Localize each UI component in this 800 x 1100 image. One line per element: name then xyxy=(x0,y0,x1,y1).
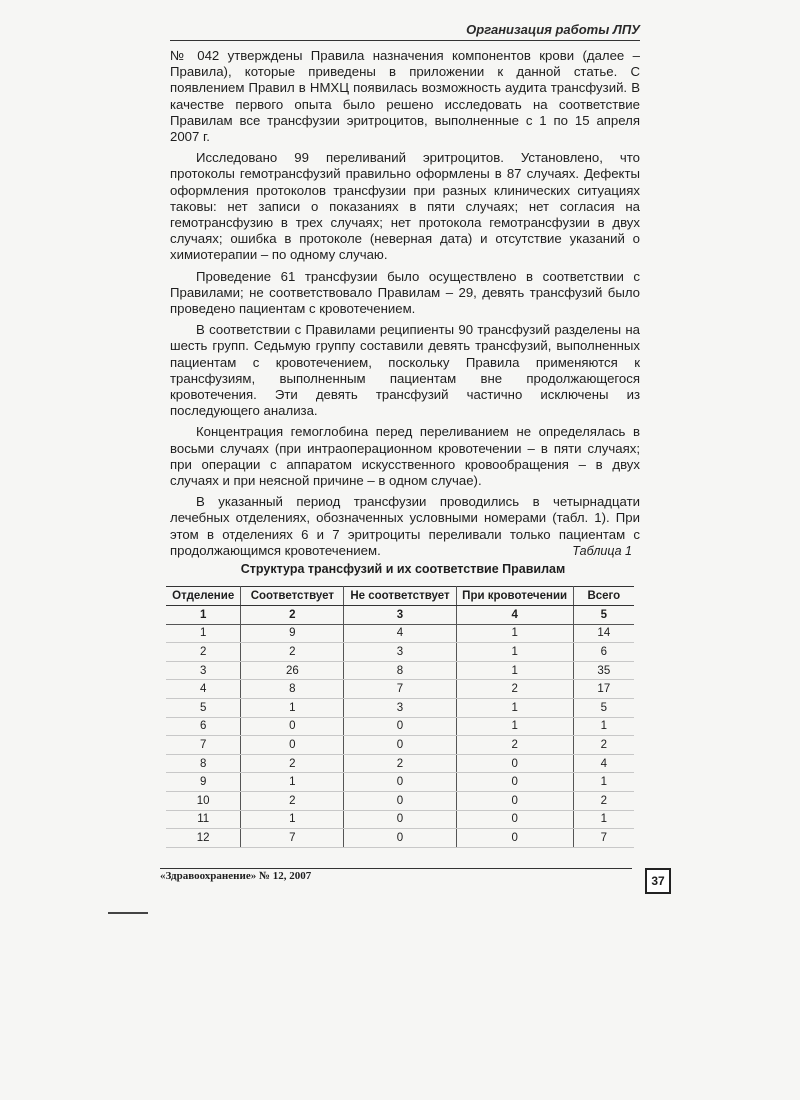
table-cell: 3 xyxy=(344,643,456,662)
table-cell: 5 xyxy=(166,698,241,717)
column-number: 5 xyxy=(573,606,634,625)
table-cell: 1 xyxy=(241,810,344,829)
table-row xyxy=(166,680,634,699)
table-cell: 8 xyxy=(344,661,456,680)
paragraph: В соответствии с Правилами реципиенты 90 трансфузий разделены на шесть групп. Седьмую группу составили девять трансфузий, выполненных пациентам с кровотечением, поскольку Правила применяются к трансфузиям, выполненным пациентам вне продолжающегося кровотечения. Эти девять трансфузий частично исключены из последующего анализа. xyxy=(170,322,640,419)
paragraph: № 042 утверждены Правила назначения компонентов крови (далее – Правила), которые приведены в приложении к данной статье. С появлением Правил в НМХЦ появилась возможность аудита трансфузий. В качестве первого опыта было решено исследовать на соответствие Правилам все трансфузии эритроцитов, выполненные с 1 по 15 апреля 2007 г. xyxy=(170,48,640,145)
table-cell: 1 xyxy=(241,773,344,792)
table-cell: 0 xyxy=(456,754,573,773)
table-cell: 9 xyxy=(166,773,241,792)
column-header: Соответствует xyxy=(241,587,344,606)
table-cell: 0 xyxy=(344,829,456,848)
column-number: 1 xyxy=(166,606,241,625)
section-title: Организация работы ЛПУ xyxy=(466,22,640,37)
table-cell: 0 xyxy=(456,829,573,848)
table-row xyxy=(166,810,634,829)
table-cell: 1 xyxy=(456,717,573,736)
table-cell: 0 xyxy=(344,810,456,829)
table-cell: 3 xyxy=(166,661,241,680)
column-number-row xyxy=(166,606,634,625)
table-cell: 4 xyxy=(344,624,456,643)
table-number-label: Таблица 1 xyxy=(572,544,632,558)
table-cell: 0 xyxy=(344,717,456,736)
header-divider xyxy=(170,40,640,41)
article-body xyxy=(170,48,640,564)
table-cell: 0 xyxy=(344,791,456,810)
table-row xyxy=(166,754,634,773)
table-cell: 0 xyxy=(241,717,344,736)
table-cell: 2 xyxy=(241,791,344,810)
table-row xyxy=(166,829,634,848)
column-number: 3 xyxy=(344,606,456,625)
scan-edge-mark xyxy=(108,912,148,914)
table-cell: 1 xyxy=(166,624,241,643)
table-cell: 1 xyxy=(456,624,573,643)
column-header: Всего xyxy=(573,587,634,606)
table-cell: 7 xyxy=(344,680,456,699)
table-cell: 10 xyxy=(166,791,241,810)
table-cell: 3 xyxy=(344,698,456,717)
table-row xyxy=(166,736,634,755)
table-cell: 2 xyxy=(573,791,634,810)
table-cell: 17 xyxy=(573,680,634,699)
table-cell: 7 xyxy=(241,829,344,848)
table-cell: 1 xyxy=(456,698,573,717)
table-row xyxy=(166,624,634,643)
table-cell: 4 xyxy=(573,754,634,773)
paragraph: В указанный период трансфузии проводились в четырнадцати лечебных отделениях, обозначенных условными номерами (табл. 1). При этом в отделениях 6 и 7 эритроциты переливали только пациентам с продолжающимся кровотечением. xyxy=(170,494,640,558)
journal-citation: «Здравоохранение» № 12, 2007 xyxy=(160,870,312,882)
table-cell: 0 xyxy=(456,810,573,829)
page-number: 37 xyxy=(645,868,671,894)
column-header: Отделение xyxy=(166,587,241,606)
table-cell: 4 xyxy=(166,680,241,699)
table-cell: 35 xyxy=(573,661,634,680)
table-cell: 7 xyxy=(166,736,241,755)
table-cell: 2 xyxy=(344,754,456,773)
table-cell: 1 xyxy=(573,810,634,829)
table-row xyxy=(166,698,634,717)
table-cell: 0 xyxy=(344,736,456,755)
table-cell: 9 xyxy=(241,624,344,643)
table-cell: 26 xyxy=(241,661,344,680)
table-title: Структура трансфузий и их соответствие Правилам xyxy=(240,562,566,576)
table-cell: 2 xyxy=(166,643,241,662)
column-header: Не соответствует xyxy=(344,587,456,606)
paragraph: Концентрация гемоглобина перед переливанием не определялась в восьми случаях (при интраоперационном кровотечении – в пяти случаях; при операции с аппаратом искусственного кровообращения – в двух случаях и при неясной причине – в одном случае). xyxy=(170,424,640,489)
table-cell: 2 xyxy=(241,754,344,773)
table-cell: 6 xyxy=(573,643,634,662)
table-row xyxy=(166,791,634,810)
table-cell: 0 xyxy=(456,773,573,792)
table-cell: 2 xyxy=(241,643,344,662)
table-row xyxy=(166,773,634,792)
table-cell: 1 xyxy=(456,661,573,680)
table-cell: 0 xyxy=(344,773,456,792)
column-number: 2 xyxy=(241,606,344,625)
table-row xyxy=(166,661,634,680)
paragraph: Исследовано 99 переливаний эритроцитов. Установлено, что протоколы гемотрансфузий правильно оформлены в 87 случаях. Дефекты оформления протоколов трансфузии при разных клинических ситуациях таковы: нет записи о показаниях в пяти случаях; нет согласия на гемотрансфузию в трех случаях; нет протокола гемотрансфузии в двух случаях; ошибка в протоколе (неверная дата) и отсутствие указаний о химиотерапии – по одному случаю. xyxy=(170,150,640,263)
table-cell: 2 xyxy=(573,736,634,755)
table-cell: 2 xyxy=(456,680,573,699)
table-cell: 11 xyxy=(166,810,241,829)
table-cell: 2 xyxy=(456,736,573,755)
column-number: 4 xyxy=(456,606,573,625)
column-header: При кровотечении xyxy=(456,587,573,606)
table-cell: 8 xyxy=(241,680,344,699)
footer-divider xyxy=(160,868,632,869)
table-row xyxy=(166,643,634,662)
table-cell: 1 xyxy=(241,698,344,717)
table-cell: 0 xyxy=(456,791,573,810)
table-cell: 0 xyxy=(241,736,344,755)
table-cell: 1 xyxy=(573,717,634,736)
table-cell: 1 xyxy=(456,643,573,662)
table-cell: 7 xyxy=(573,829,634,848)
table-cell: 12 xyxy=(166,829,241,848)
table-cell: 6 xyxy=(166,717,241,736)
table-cell: 8 xyxy=(166,754,241,773)
table-cell: 14 xyxy=(573,624,634,643)
table-cell: 1 xyxy=(573,773,634,792)
table-row xyxy=(166,717,634,736)
transfusion-table xyxy=(166,586,634,848)
table-cell: 5 xyxy=(573,698,634,717)
paragraph: Проведение 61 трансфузии было осуществлено в соответствии с Правилами; не соответствовало Правилам – 29, девять трансфузий было проведено пациентам с кровотечением. xyxy=(170,268,640,317)
